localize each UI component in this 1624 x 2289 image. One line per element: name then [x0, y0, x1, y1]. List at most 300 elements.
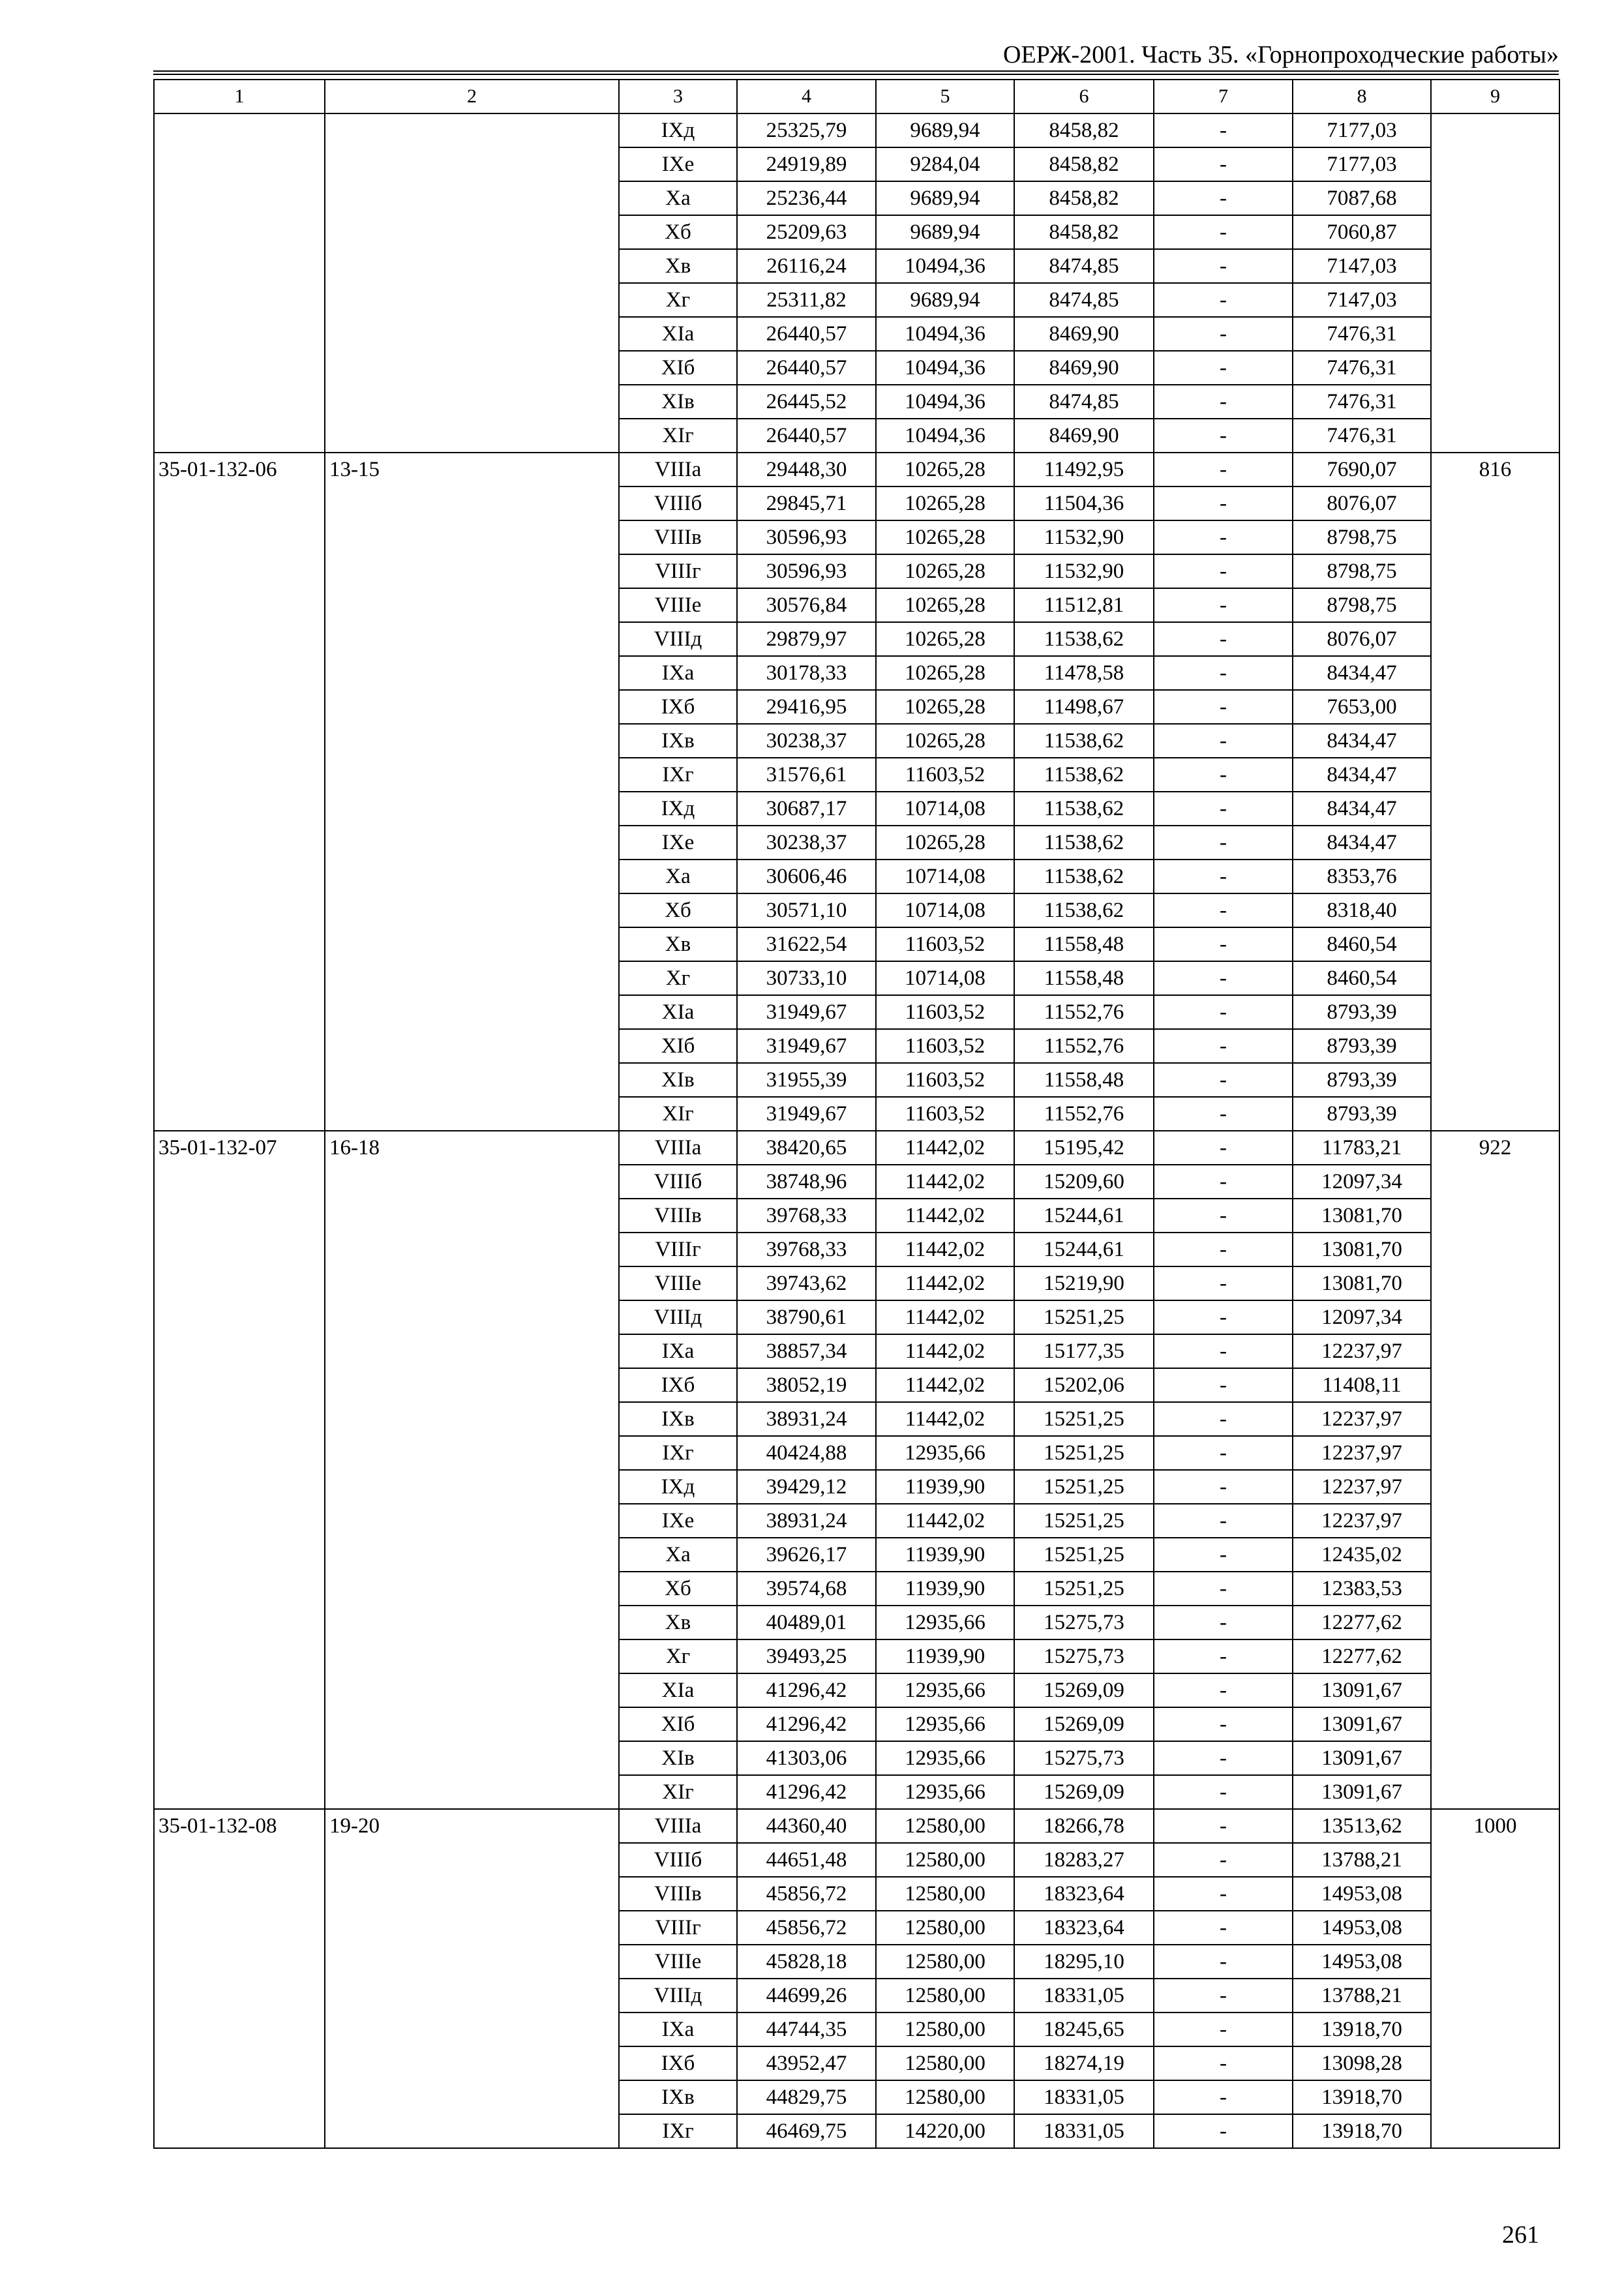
category-cell: XIв: [619, 1741, 737, 1775]
labor-cost-cell: 12580,00: [876, 1911, 1014, 1945]
dash-cell: -: [1154, 113, 1293, 147]
total-cost-cell: 41296,42: [737, 1775, 876, 1809]
dash-cell: -: [1154, 283, 1293, 317]
total-cost-cell: 30178,33: [737, 656, 876, 690]
machine-cost-cell: 15177,35: [1014, 1334, 1154, 1368]
column-number: 5: [876, 80, 1014, 113]
materials-cost-cell: 12435,02: [1293, 1538, 1431, 1572]
machine-cost-cell: 11538,62: [1014, 622, 1154, 656]
rate-range-cell: 13-15: [325, 453, 619, 1131]
labor-cost-cell: 9689,94: [876, 283, 1014, 317]
labor-cost-cell: 10265,28: [876, 656, 1014, 690]
machine-cost-cell: 11538,62: [1014, 893, 1154, 927]
materials-cost-cell: 13091,67: [1293, 1775, 1431, 1809]
total-cost-cell: 30576,84: [737, 588, 876, 622]
labor-cost-cell: 11442,02: [876, 1504, 1014, 1538]
labor-cost-cell: 10494,36: [876, 419, 1014, 453]
machine-cost-cell: 15244,61: [1014, 1199, 1154, 1233]
labor-cost-cell: 11442,02: [876, 1233, 1014, 1266]
category-cell: Xг: [619, 283, 737, 317]
materials-cost-cell: 12097,34: [1293, 1165, 1431, 1199]
materials-cost-cell: 8798,75: [1293, 588, 1431, 622]
category-cell: VIIIд: [619, 1979, 737, 2012]
dash-cell: -: [1154, 1334, 1293, 1368]
dash-cell: -: [1154, 792, 1293, 826]
machine-cost-cell: 8458,82: [1014, 215, 1154, 249]
machine-cost-cell: 18283,27: [1014, 1843, 1154, 1877]
machine-cost-cell: 11558,48: [1014, 927, 1154, 961]
labor-cost-cell: 12935,66: [876, 1707, 1014, 1741]
total-cost-cell: 30687,17: [737, 792, 876, 826]
dash-cell: -: [1154, 1029, 1293, 1063]
column-number: 9: [1431, 80, 1559, 113]
category-cell: VIIIв: [619, 1199, 737, 1233]
total-cost-cell: 39493,25: [737, 1639, 876, 1673]
category-cell: Xа: [619, 860, 737, 893]
dash-cell: -: [1154, 826, 1293, 860]
machine-cost-cell: 15219,90: [1014, 1266, 1154, 1300]
machine-cost-cell: 11538,62: [1014, 860, 1154, 893]
dash-cell: -: [1154, 181, 1293, 215]
machine-cost-cell: 11478,58: [1014, 656, 1154, 690]
category-cell: IXд: [619, 1470, 737, 1504]
materials-cost-cell: 8076,07: [1293, 622, 1431, 656]
dash-cell: -: [1154, 1775, 1293, 1809]
dash-cell: -: [1154, 1945, 1293, 1979]
category-cell: IXв: [619, 724, 737, 758]
total-cost-cell: 45856,72: [737, 1911, 876, 1945]
dash-cell: -: [1154, 520, 1293, 554]
machine-cost-cell: 11558,48: [1014, 961, 1154, 995]
materials-cost-cell: 12383,53: [1293, 1572, 1431, 1606]
machine-cost-cell: 15269,09: [1014, 1707, 1154, 1741]
machine-cost-cell: 18331,05: [1014, 2114, 1154, 2148]
labor-cost-cell: 10265,28: [876, 588, 1014, 622]
total-cost-cell: 30596,93: [737, 554, 876, 588]
rate-range-cell: 19-20: [325, 1809, 619, 2148]
dash-cell: -: [1154, 1606, 1293, 1639]
dash-cell: -: [1154, 724, 1293, 758]
page-number: 261: [1502, 2221, 1539, 2249]
header-rule: [153, 74, 1559, 75]
dash-cell: -: [1154, 1979, 1293, 2012]
machine-cost-cell: 18245,65: [1014, 2012, 1154, 2046]
total-cost-cell: 38790,61: [737, 1300, 876, 1334]
labor-cost-cell: 10494,36: [876, 351, 1014, 385]
materials-cost-cell: 14953,08: [1293, 1945, 1431, 1979]
labor-hours-cell: 1000: [1431, 1809, 1559, 2148]
table-row: [154, 1809, 1559, 1843]
machine-cost-cell: 15251,25: [1014, 1300, 1154, 1334]
category-cell: VIIIе: [619, 1266, 737, 1300]
labor-cost-cell: 11603,52: [876, 927, 1014, 961]
category-cell: IXг: [619, 1436, 737, 1470]
labor-cost-cell: 10714,08: [876, 792, 1014, 826]
materials-cost-cell: 7147,03: [1293, 249, 1431, 283]
dash-cell: -: [1154, 1131, 1293, 1165]
machine-cost-cell: 8469,90: [1014, 351, 1154, 385]
total-cost-cell: 38857,34: [737, 1334, 876, 1368]
materials-cost-cell: 12097,34: [1293, 1300, 1431, 1334]
machine-cost-cell: 11532,90: [1014, 554, 1154, 588]
total-cost-cell: 38931,24: [737, 1504, 876, 1538]
machine-cost-cell: 15269,09: [1014, 1673, 1154, 1707]
labor-cost-cell: 11442,02: [876, 1402, 1014, 1436]
machine-cost-cell: 11538,62: [1014, 792, 1154, 826]
total-cost-cell: 30596,93: [737, 520, 876, 554]
materials-cost-cell: 13918,70: [1293, 2114, 1431, 2148]
materials-cost-cell: 8793,39: [1293, 995, 1431, 1029]
category-cell: IXг: [619, 2114, 737, 2148]
labor-cost-cell: 10265,28: [876, 690, 1014, 724]
machine-cost-cell: 8469,90: [1014, 419, 1154, 453]
category-cell: IXг: [619, 758, 737, 792]
category-cell: IXв: [619, 2080, 737, 2114]
machine-cost-cell: 11538,62: [1014, 724, 1154, 758]
category-cell: VIIIд: [619, 1300, 737, 1334]
materials-cost-cell: 7476,31: [1293, 419, 1431, 453]
materials-cost-cell: 7177,03: [1293, 147, 1431, 181]
materials-cost-cell: 7476,31: [1293, 351, 1431, 385]
labor-cost-cell: 12580,00: [876, 1809, 1014, 1843]
dash-cell: -: [1154, 1199, 1293, 1233]
total-cost-cell: 31949,67: [737, 995, 876, 1029]
materials-cost-cell: 8793,39: [1293, 1029, 1431, 1063]
machine-cost-cell: 15251,25: [1014, 1504, 1154, 1538]
machine-cost-cell: 8458,82: [1014, 147, 1154, 181]
materials-cost-cell: 12277,62: [1293, 1606, 1431, 1639]
dash-cell: -: [1154, 893, 1293, 927]
machine-cost-cell: 15269,09: [1014, 1775, 1154, 1809]
machine-cost-cell: 11538,62: [1014, 826, 1154, 860]
labor-cost-cell: 11442,02: [876, 1368, 1014, 1402]
labor-cost-cell: 10494,36: [876, 249, 1014, 283]
materials-cost-cell: 8460,54: [1293, 927, 1431, 961]
materials-cost-cell: 14953,08: [1293, 1911, 1431, 1945]
materials-cost-cell: 7476,31: [1293, 385, 1431, 419]
machine-cost-cell: 15251,25: [1014, 1402, 1154, 1436]
labor-cost-cell: 12580,00: [876, 1843, 1014, 1877]
dash-cell: -: [1154, 995, 1293, 1029]
total-cost-cell: 31955,39: [737, 1063, 876, 1097]
labor-cost-cell: 11442,02: [876, 1165, 1014, 1199]
total-cost-cell: 26440,57: [737, 317, 876, 351]
category-cell: XIг: [619, 1097, 737, 1131]
category-cell: VIIIе: [619, 1945, 737, 1979]
labor-cost-cell: 11939,90: [876, 1639, 1014, 1673]
dash-cell: -: [1154, 690, 1293, 724]
total-cost-cell: 39768,33: [737, 1199, 876, 1233]
total-cost-cell: 43952,47: [737, 2046, 876, 2080]
dash-cell: -: [1154, 1097, 1293, 1131]
table-row: [154, 453, 1559, 486]
materials-cost-cell: 13918,70: [1293, 2012, 1431, 2046]
machine-cost-cell: 15244,61: [1014, 1233, 1154, 1266]
category-cell: IXд: [619, 792, 737, 826]
total-cost-cell: 38420,65: [737, 1131, 876, 1165]
machine-cost-cell: 15251,25: [1014, 1436, 1154, 1470]
machine-cost-cell: 11558,48: [1014, 1063, 1154, 1097]
category-cell: Xа: [619, 181, 737, 215]
category-cell: Xб: [619, 1572, 737, 1606]
dash-cell: -: [1154, 351, 1293, 385]
materials-cost-cell: 13091,67: [1293, 1673, 1431, 1707]
category-cell: VIIIд: [619, 622, 737, 656]
machine-cost-cell: 18323,64: [1014, 1877, 1154, 1911]
labor-cost-cell: 11939,90: [876, 1538, 1014, 1572]
dash-cell: -: [1154, 1639, 1293, 1673]
materials-cost-cell: 12237,97: [1293, 1334, 1431, 1368]
materials-cost-cell: 8434,47: [1293, 826, 1431, 860]
dash-cell: -: [1154, 588, 1293, 622]
category-cell: Xб: [619, 893, 737, 927]
total-cost-cell: 26440,57: [737, 419, 876, 453]
dash-cell: -: [1154, 554, 1293, 588]
machine-cost-cell: 15195,42: [1014, 1131, 1154, 1165]
total-cost-cell: 45856,72: [737, 1877, 876, 1911]
labor-hours-cell: [1431, 113, 1559, 453]
machine-cost-cell: 15251,25: [1014, 1538, 1154, 1572]
total-cost-cell: 39768,33: [737, 1233, 876, 1266]
total-cost-cell: 40424,88: [737, 1436, 876, 1470]
materials-cost-cell: 8318,40: [1293, 893, 1431, 927]
machine-cost-cell: 11492,95: [1014, 453, 1154, 486]
category-cell: VIIIе: [619, 588, 737, 622]
dash-cell: -: [1154, 961, 1293, 995]
total-cost-cell: 29845,71: [737, 486, 876, 520]
total-cost-cell: 29416,95: [737, 690, 876, 724]
labor-cost-cell: 9689,94: [876, 181, 1014, 215]
dash-cell: -: [1154, 1300, 1293, 1334]
labor-cost-cell: 11603,52: [876, 1063, 1014, 1097]
dash-cell: -: [1154, 1063, 1293, 1097]
category-cell: IXе: [619, 147, 737, 181]
dash-cell: -: [1154, 215, 1293, 249]
labor-cost-cell: 11442,02: [876, 1199, 1014, 1233]
total-cost-cell: 25311,82: [737, 283, 876, 317]
machine-cost-cell: 15202,06: [1014, 1368, 1154, 1402]
labor-hours-cell: 922: [1431, 1131, 1559, 1809]
category-cell: XIг: [619, 1775, 737, 1809]
materials-cost-cell: 8434,47: [1293, 656, 1431, 690]
dash-cell: -: [1154, 453, 1293, 486]
materials-cost-cell: 11783,21: [1293, 1131, 1431, 1165]
category-cell: XIб: [619, 1707, 737, 1741]
materials-cost-cell: 12237,97: [1293, 1436, 1431, 1470]
materials-cost-cell: 12237,97: [1293, 1470, 1431, 1504]
materials-cost-cell: 8434,47: [1293, 724, 1431, 758]
column-number: 6: [1014, 80, 1154, 113]
labor-cost-cell: 12935,66: [876, 1673, 1014, 1707]
dash-cell: -: [1154, 1707, 1293, 1741]
machine-cost-cell: 18274,19: [1014, 2046, 1154, 2080]
materials-cost-cell: 12277,62: [1293, 1639, 1431, 1673]
category-cell: XIг: [619, 419, 737, 453]
total-cost-cell: 26440,57: [737, 351, 876, 385]
total-cost-cell: 31576,61: [737, 758, 876, 792]
price-table: [153, 79, 1560, 2149]
materials-cost-cell: 13081,70: [1293, 1266, 1431, 1300]
labor-cost-cell: 11603,52: [876, 995, 1014, 1029]
materials-cost-cell: 7087,68: [1293, 181, 1431, 215]
materials-cost-cell: 8076,07: [1293, 486, 1431, 520]
rate-range-cell: 16-18: [325, 1131, 619, 1809]
labor-cost-cell: 11939,90: [876, 1470, 1014, 1504]
labor-cost-cell: 11939,90: [876, 1572, 1014, 1606]
materials-cost-cell: 13091,67: [1293, 1707, 1431, 1741]
labor-cost-cell: 12935,66: [876, 1436, 1014, 1470]
total-cost-cell: 46469,75: [737, 2114, 876, 2148]
dash-cell: -: [1154, 1233, 1293, 1266]
dash-cell: -: [1154, 622, 1293, 656]
labor-cost-cell: 10494,36: [876, 385, 1014, 419]
materials-cost-cell: 7690,07: [1293, 453, 1431, 486]
machine-cost-cell: 8458,82: [1014, 113, 1154, 147]
labor-cost-cell: 12580,00: [876, 2012, 1014, 2046]
total-cost-cell: 30238,37: [737, 826, 876, 860]
dash-cell: -: [1154, 1877, 1293, 1911]
total-cost-cell: 41303,06: [737, 1741, 876, 1775]
labor-cost-cell: 12580,00: [876, 1979, 1014, 2012]
materials-cost-cell: 8798,75: [1293, 554, 1431, 588]
category-cell: XIб: [619, 351, 737, 385]
labor-cost-cell: 10265,28: [876, 826, 1014, 860]
dash-cell: -: [1154, 2114, 1293, 2148]
machine-cost-cell: 8474,85: [1014, 385, 1154, 419]
category-cell: VIIIв: [619, 520, 737, 554]
dash-cell: -: [1154, 419, 1293, 453]
category-cell: IXе: [619, 826, 737, 860]
dash-cell: -: [1154, 1436, 1293, 1470]
category-cell: VIIIг: [619, 1911, 737, 1945]
dash-cell: -: [1154, 385, 1293, 419]
materials-cost-cell: 7060,87: [1293, 215, 1431, 249]
total-cost-cell: 38052,19: [737, 1368, 876, 1402]
dash-cell: -: [1154, 486, 1293, 520]
machine-cost-cell: 18331,05: [1014, 1979, 1154, 2012]
category-cell: IXб: [619, 2046, 737, 2080]
total-cost-cell: 25236,44: [737, 181, 876, 215]
category-cell: VIIIа: [619, 1809, 737, 1843]
materials-cost-cell: 13098,28: [1293, 2046, 1431, 2080]
labor-cost-cell: 14220,00: [876, 2114, 1014, 2148]
labor-cost-cell: 10714,08: [876, 893, 1014, 927]
labor-cost-cell: 9284,04: [876, 147, 1014, 181]
labor-cost-cell: 12935,66: [876, 1606, 1014, 1639]
materials-cost-cell: 13918,70: [1293, 2080, 1431, 2114]
category-cell: XIа: [619, 317, 737, 351]
category-cell: IXа: [619, 656, 737, 690]
total-cost-cell: 39626,17: [737, 1538, 876, 1572]
category-cell: VIIIг: [619, 1233, 737, 1266]
total-cost-cell: 39429,12: [737, 1470, 876, 1504]
labor-cost-cell: 11442,02: [876, 1334, 1014, 1368]
table-body: [154, 113, 1559, 2148]
total-cost-cell: 31622,54: [737, 927, 876, 961]
total-cost-cell: 26445,52: [737, 385, 876, 419]
labor-cost-cell: 10714,08: [876, 961, 1014, 995]
total-cost-cell: 26116,24: [737, 249, 876, 283]
machine-cost-cell: 15251,25: [1014, 1572, 1154, 1606]
labor-cost-cell: 11603,52: [876, 1097, 1014, 1131]
materials-cost-cell: 13091,67: [1293, 1741, 1431, 1775]
labor-cost-cell: 12580,00: [876, 1945, 1014, 1979]
materials-cost-cell: 13513,62: [1293, 1809, 1431, 1843]
dash-cell: -: [1154, 1165, 1293, 1199]
dash-cell: -: [1154, 1266, 1293, 1300]
materials-cost-cell: 14953,08: [1293, 1877, 1431, 1911]
dash-cell: -: [1154, 1911, 1293, 1945]
materials-cost-cell: 13081,70: [1293, 1233, 1431, 1266]
materials-cost-cell: 8353,76: [1293, 860, 1431, 893]
labor-cost-cell: 9689,94: [876, 113, 1014, 147]
dash-cell: -: [1154, 1843, 1293, 1877]
labor-cost-cell: 11603,52: [876, 758, 1014, 792]
category-cell: VIIIб: [619, 486, 737, 520]
category-cell: VIIIв: [619, 1877, 737, 1911]
category-cell: XIв: [619, 1063, 737, 1097]
dash-cell: -: [1154, 860, 1293, 893]
total-cost-cell: 39574,68: [737, 1572, 876, 1606]
column-number: 4: [737, 80, 876, 113]
column-number: 3: [619, 80, 737, 113]
total-cost-cell: 30571,10: [737, 893, 876, 927]
category-cell: VIIIа: [619, 453, 737, 486]
total-cost-cell: 29448,30: [737, 453, 876, 486]
machine-cost-cell: 11552,76: [1014, 1029, 1154, 1063]
machine-cost-cell: 11504,36: [1014, 486, 1154, 520]
labor-cost-cell: 11442,02: [876, 1131, 1014, 1165]
machine-cost-cell: 11552,76: [1014, 1097, 1154, 1131]
machine-cost-cell: 11532,90: [1014, 520, 1154, 554]
materials-cost-cell: 7147,03: [1293, 283, 1431, 317]
category-cell: Xа: [619, 1538, 737, 1572]
labor-cost-cell: 12580,00: [876, 2080, 1014, 2114]
labor-cost-cell: 10265,28: [876, 520, 1014, 554]
total-cost-cell: 39743,62: [737, 1266, 876, 1300]
dash-cell: -: [1154, 1368, 1293, 1402]
category-cell: XIа: [619, 1673, 737, 1707]
category-cell: Xб: [619, 215, 737, 249]
total-cost-cell: 30238,37: [737, 724, 876, 758]
category-cell: Xг: [619, 1639, 737, 1673]
table-row: [154, 1131, 1559, 1165]
rate-code-cell: [154, 113, 325, 453]
rate-code-cell: 35-01-132-07: [154, 1131, 325, 1809]
labor-cost-cell: 11442,02: [876, 1300, 1014, 1334]
category-cell: Xв: [619, 927, 737, 961]
category-cell: VIIIа: [619, 1131, 737, 1165]
table-row: [154, 113, 1559, 147]
table-header: [154, 80, 1559, 113]
total-cost-cell: 45828,18: [737, 1945, 876, 1979]
category-cell: IXа: [619, 1334, 737, 1368]
category-cell: Xг: [619, 961, 737, 995]
column-number: 8: [1293, 80, 1431, 113]
column-number: 1: [154, 80, 325, 113]
dash-cell: -: [1154, 1809, 1293, 1843]
category-cell: IXе: [619, 1504, 737, 1538]
dash-cell: -: [1154, 1741, 1293, 1775]
total-cost-cell: 38931,24: [737, 1402, 876, 1436]
category-cell: VIIIг: [619, 554, 737, 588]
dash-cell: -: [1154, 758, 1293, 792]
total-cost-cell: 44360,40: [737, 1809, 876, 1843]
machine-cost-cell: 18331,05: [1014, 2080, 1154, 2114]
machine-cost-cell: 11512,81: [1014, 588, 1154, 622]
total-cost-cell: 38748,96: [737, 1165, 876, 1199]
category-cell: IXв: [619, 1402, 737, 1436]
